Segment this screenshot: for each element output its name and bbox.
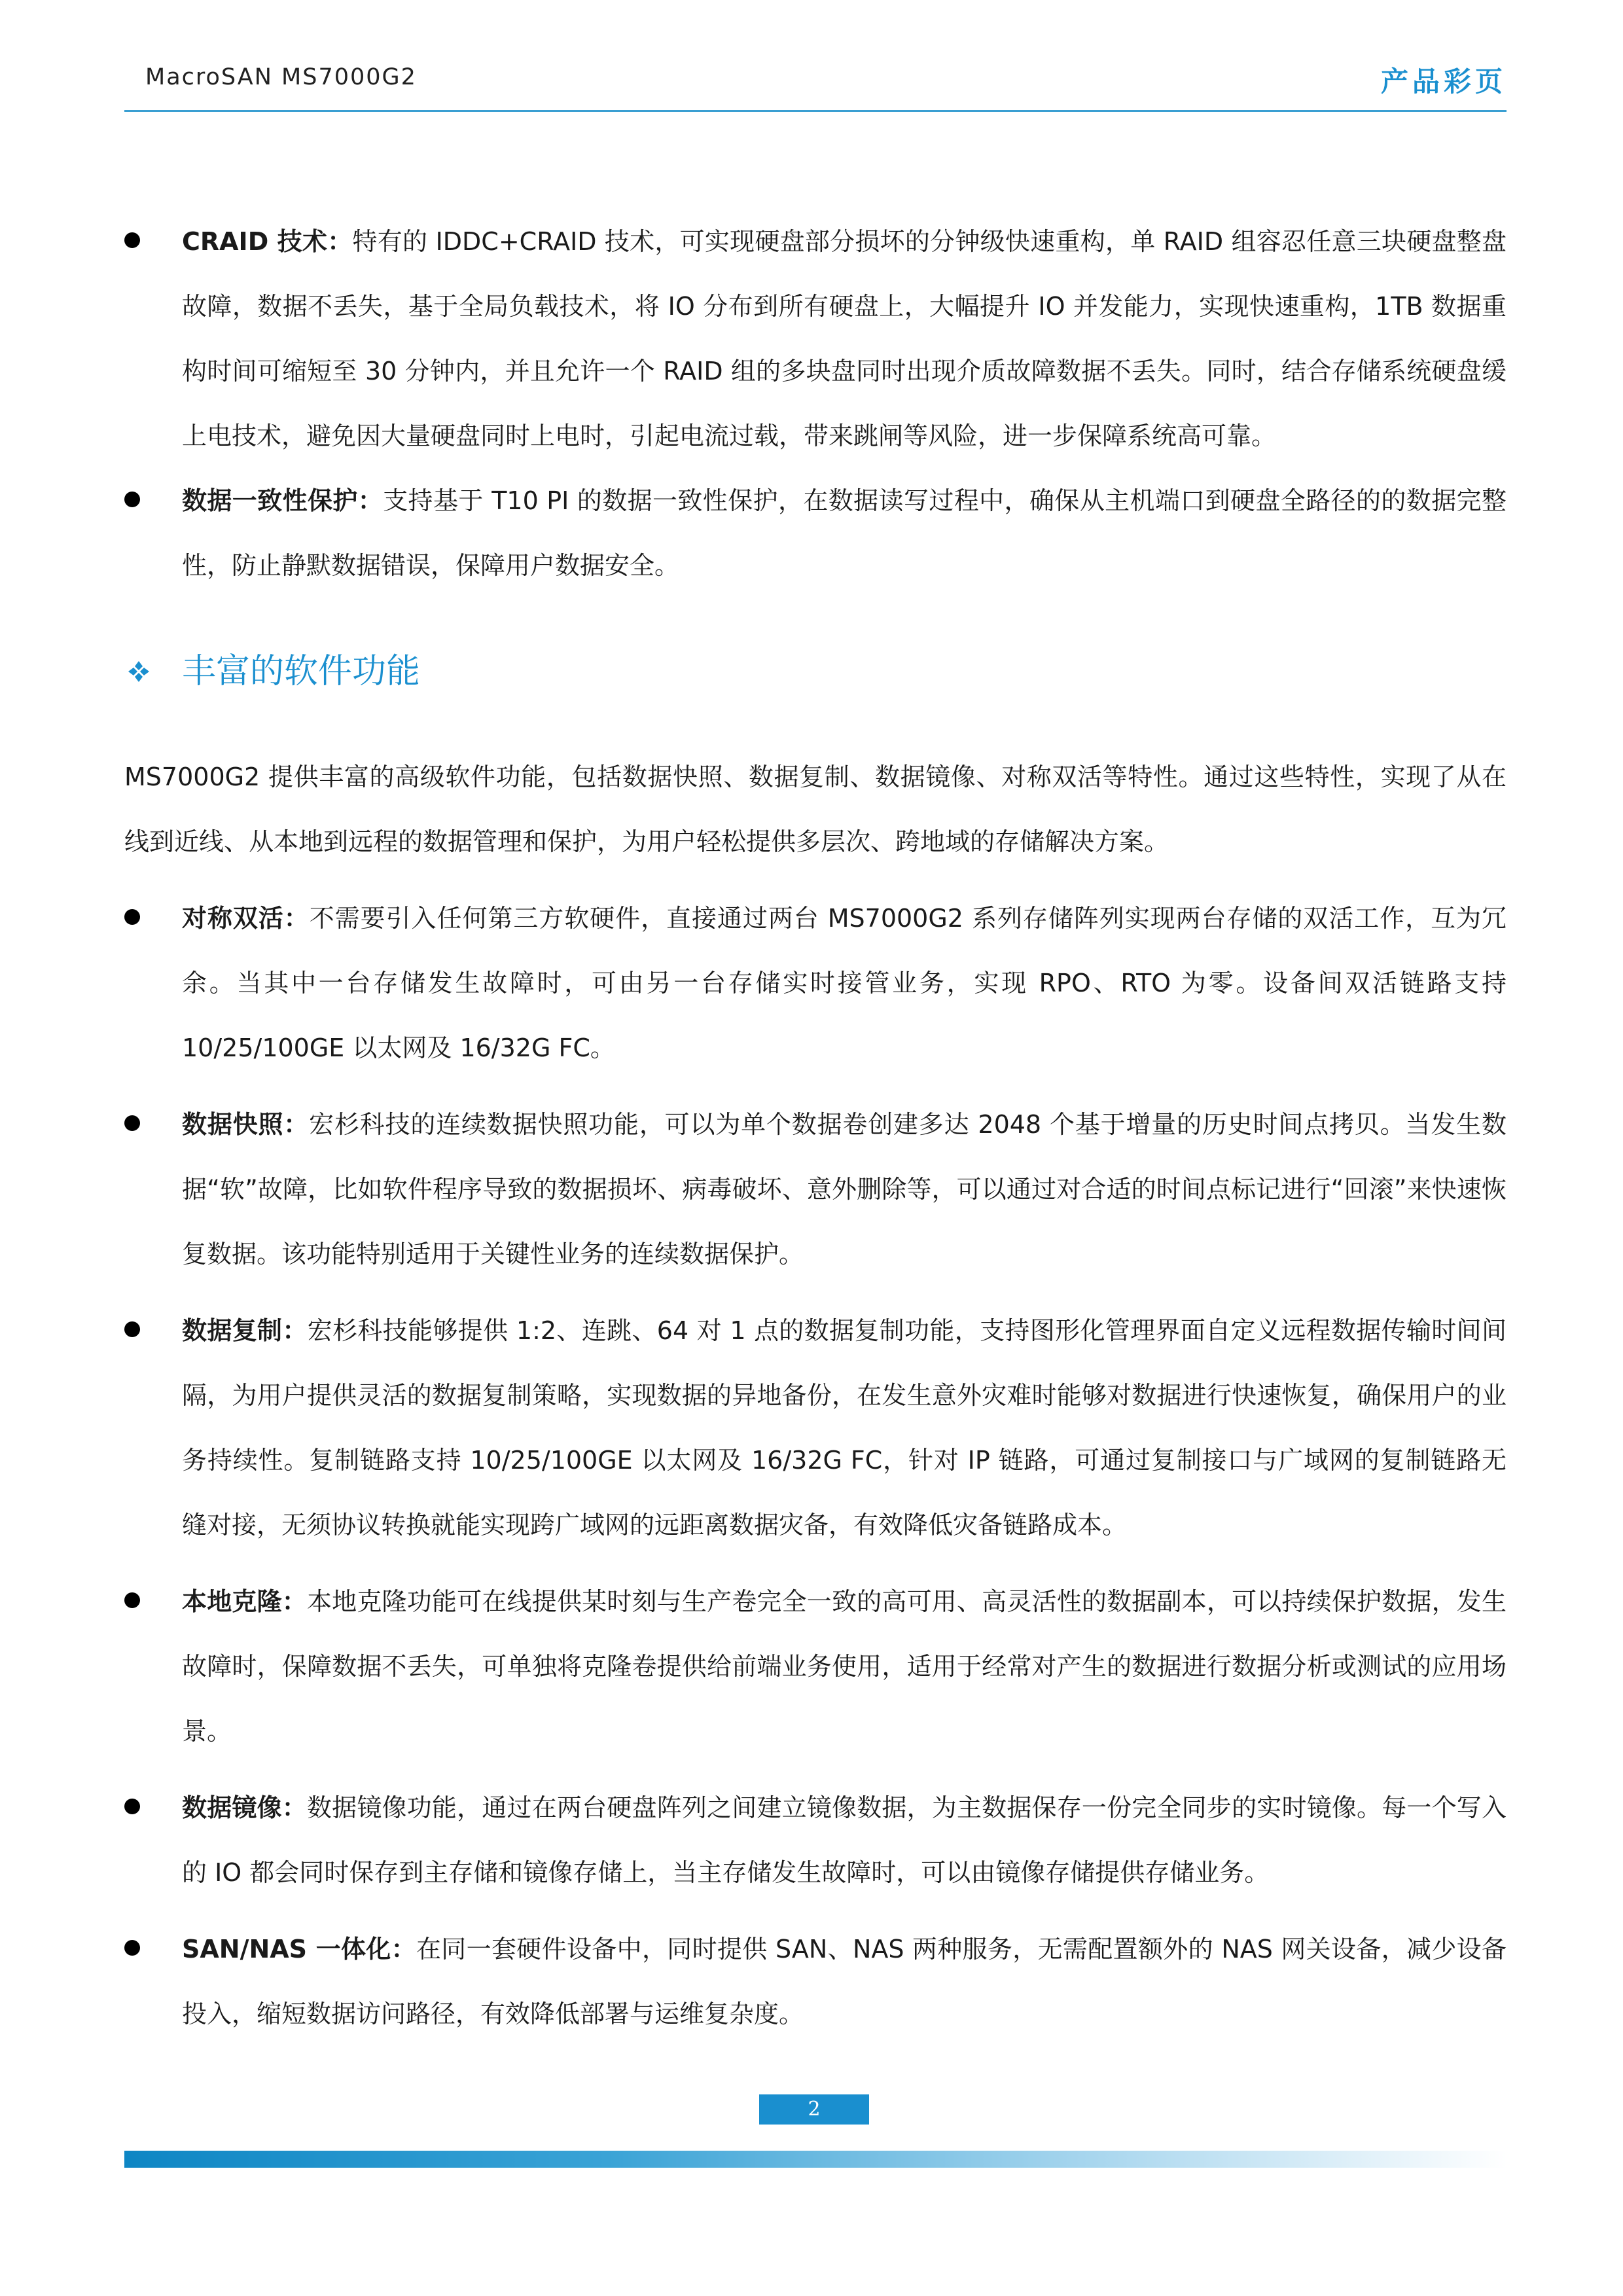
bullet-text: 宏杉科技能够提供 1:2、连跳、64 对 1 点的数据复制功能，支持图形化管理界面自定义远程数据传输时间间隔，为用户提供灵活的数据复制策略，实现数据的异地备份，在发生意外灾难时能够对数据进行快速恢复，确保用户的业务持续性。复制链路支持 10/25/100GE 以太网及 16/32G FC，针对 IP 链路，可通过复制接口与广域网的复制链路无缝对接，无须协议转换就能实现跨广域网的远距离数据灾备，有效降低灾备链路成本。 [182,1316,1507,1539]
bullet-text: 宏杉科技的连续数据快照功能，可以为单个数据卷创建多达 2048 个基于增量的历史时间点拷贝。当发生数据“软”故障，比如软件程序导致的数据损坏、病毒破坏、意外删除等，可以通过对合适的时间点标记进行“回滚”来快速恢复数据。该功能特别适用于关键性业务的连续数据保护。 [182,1110,1507,1268]
bullet-title: SAN/NAS 一体化： [182,1935,416,1964]
bullet-text: 在同一套硬件设备中，同时提供 SAN、NAS 两种服务，无需配置额外的 NAS 网关设备，减少设备投入，缩短数据访问路径，有效降低部署与运维复杂度。 [182,1935,1507,2028]
section-heading [124,645,1507,698]
page-number: 2 [759,2094,869,2125]
bullet-dot-icon [124,1592,140,1608]
list-item-active-active [124,886,1507,1081]
list-item-mirroring [124,1776,1507,1905]
section-intro: MS7000G2 提供丰富的高级软件功能，包括数据快照、数据复制、数据镜像、对称双活等特性。通过这些特性，实现了从在线到近线、从本地到远程的数据管理和保护，为用户轻松提供多层次、跨地域的存储解决方案。 [124,762,1507,856]
bullet-dot-icon [124,492,140,507]
diamond-icon [127,660,151,683]
bullet-title: CRAID 技术： [182,227,353,256]
bullet-title: 对称双活： [182,904,310,933]
header-doc-type: 产品彩页 [1380,65,1507,98]
bullet-dot-icon [124,232,140,248]
bullet-title: 数据复制： [182,1316,308,1345]
bullet-dot-icon [124,1321,140,1337]
bullet-text: 数据镜像功能，通过在两台硬盘阵列之间建立镜像数据，为主数据保存一份完全同步的实时镜像。每一个写入的 IO 都会同时保存到主存储和镜像存储上，当主存储发生故障时，可以由镜像存储提供存储业务。 [182,1793,1507,1887]
bullet-title: 本地克隆： [182,1587,307,1616]
bullet-dot-icon [124,909,140,925]
header-divider [124,110,1507,112]
bullet-text: 支持基于 T10 PI 的数据一致性保护，在数据读写过程中，确保从主机端口到硬盘全路径的的数据完整性，防止静默数据错误，保障用户数据安全。 [182,486,1507,580]
bullet-title: 数据镜像： [182,1793,307,1822]
bullet-dot-icon [124,1799,140,1814]
bullet-dot-icon [124,1940,140,1956]
section-title: 丰富的软件功能 [182,652,421,691]
bullet-title: 数据快照： [182,1110,310,1139]
bullet-dot-icon [124,1115,140,1131]
header-product-name: MacroSAN MS7000G2 [145,64,417,90]
list-item-craid [124,209,1507,469]
list-item-replication [124,1299,1507,1558]
list-item-snapshot [124,1092,1507,1287]
list-item-local-clone [124,1570,1507,1764]
list-item-san-nas [124,1917,1507,2047]
bullet-text: 不需要引入任何第三方软硬件，直接通过两台 MS7000G2 系列存储阵列实现两台存储的双活工作，互为冗余。当其中一台存储发生故障时，可由另一台存储实时接管业务，实现 RPO、RTO 为零。设备间双活链路支持 10/25/100GE 以太网及 16/32G FC。 [182,904,1507,1062]
bullet-text: 特有的 IDDC+CRAID 技术，可实现硬盘部分损坏的分钟级快速重构，单 RAID 组容忍任意三块硬盘整盘故障，数据不丢失，基于全局负载技术，将 IO 分布到所有硬盘上，大幅提升 IO 并发能力，实现快速重构，1TB 数据重构时间可缩短至 30 分钟内，并且允许一个 RAID 组的多块盘同时出现介质故障数据不丢失。同时，结合存储系统硬盘缓上电技术，避免因大量硬盘同时上电时，引起电流过载，带来跳闸等风险，进一步保障系统高可靠。 [182,227,1507,450]
bullet-text: 本地克隆功能可在线提供某时刻与生产卷完全一致的高可用、高灵活性的数据副本，可以持续保护数据，发生故障时，保障数据不丢失，可单独将克隆卷提供给前端业务使用，适用于经常对产生的数据进行数据分析或测试的应用场景。 [182,1587,1507,1746]
bullet-title: 数据一致性保护： [182,486,383,515]
page-content [124,209,1507,2047]
list-item-data-consistency [124,469,1507,598]
footer-gradient-bar [124,2151,1507,2168]
